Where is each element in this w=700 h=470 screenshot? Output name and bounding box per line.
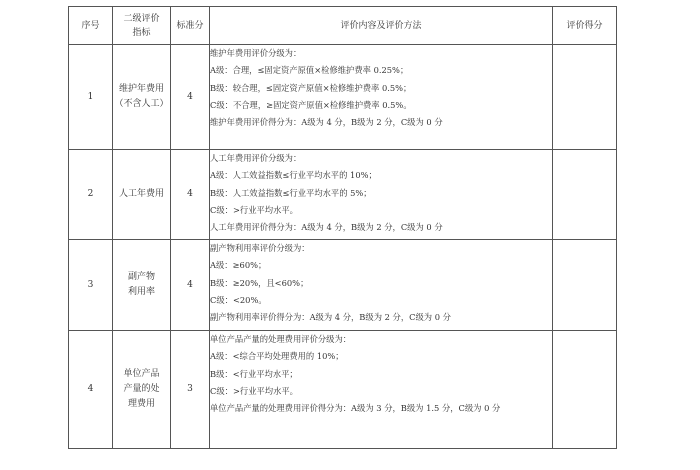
header-evaluation-score: 评价得分 [553,7,617,45]
indicator-name: 副产物 利用率 [113,240,171,331]
indicator-name: 维护年费用 （不含人工） [113,45,171,150]
header-serial-number: 序号 [69,7,113,45]
standard-score: 4 [171,150,210,240]
evaluation-table [68,6,617,449]
header-evaluation-method: 评价内容及评价方法 [210,7,553,45]
method-line: B级：较合理，≤固定资产原值×检修维护费率 0.5%； [210,82,412,93]
evaluation-method [210,45,553,150]
method-line: 人工年费用评价分级为： [210,153,302,163]
standard-score: 4 [171,240,210,331]
evaluation-method [210,331,553,449]
table-row [69,331,617,449]
evaluation-method [210,150,553,240]
method-line: 单位产品产量的处理费用评价分级为： [210,334,352,344]
method-line: B级：人工效益指数≤行业平均水平的 5%； [210,187,372,198]
method-line: 维护年费用评价得分为：A级为 4 分，B级为 2 分，C级为 0 分 [210,117,443,128]
table-row [69,150,617,240]
method-line: 维护年费用评价分级为： [210,48,302,58]
method-line: 副产物利用率评价得分为：A级为 4 分，B级为 2 分，C级为 0 分 [210,312,451,323]
method-line: A级：≥60%； [210,260,267,271]
table-header-row [69,7,617,45]
evaluation-method [210,240,553,331]
standard-score: 3 [171,331,210,449]
row-number: 4 [69,331,113,449]
method-line: B级：≥20%，且<60%； [210,277,309,288]
standard-score: 4 [171,45,210,150]
method-line: C级：<20%。 [210,294,267,305]
row-number: 2 [69,150,113,240]
evaluation-score-cell [553,45,617,150]
method-line: 人工年费用评价得分为：A级为 4 分，B级为 2 分，C级为 0 分 [210,222,443,233]
header-secondary-indicator: 二级评价 指标 [113,7,171,45]
header-standard-score: 标准分 [171,7,210,45]
evaluation-score-cell [553,240,617,331]
method-line: B级：<行业平均水平； [210,368,298,379]
indicator-name: 人工年费用 [113,150,171,240]
method-line: C级：不合理，≥固定资产原值×检修维护费率 0.5%。 [210,99,412,110]
evaluation-score-cell [553,150,617,240]
row-number: 3 [69,240,113,331]
evaluation-score-cell [553,331,617,449]
method-line: C级：>行业平均水平。 [210,385,298,396]
method-line: A级：合理，≤固定资产原值×检修维护费率 0.25%； [210,65,409,76]
method-line: A级：人工效益指数≤行业平均水平的 10%； [210,170,377,181]
indicator-name: 单位产品 产量的处 理费用 [113,331,171,449]
method-line: A级：<综合平均处理费用的 10%； [210,351,344,362]
method-line: 单位产品产量的处理费用评价得分为：A级为 3 分，B级为 1.5 分，C级为 0 分 [210,403,501,414]
table-row [69,240,617,331]
row-number: 1 [69,45,113,150]
table-row [69,45,617,150]
method-line: 副产物利用率评价分级为： [210,243,310,253]
method-line: C级：>行业平均水平。 [210,204,298,215]
